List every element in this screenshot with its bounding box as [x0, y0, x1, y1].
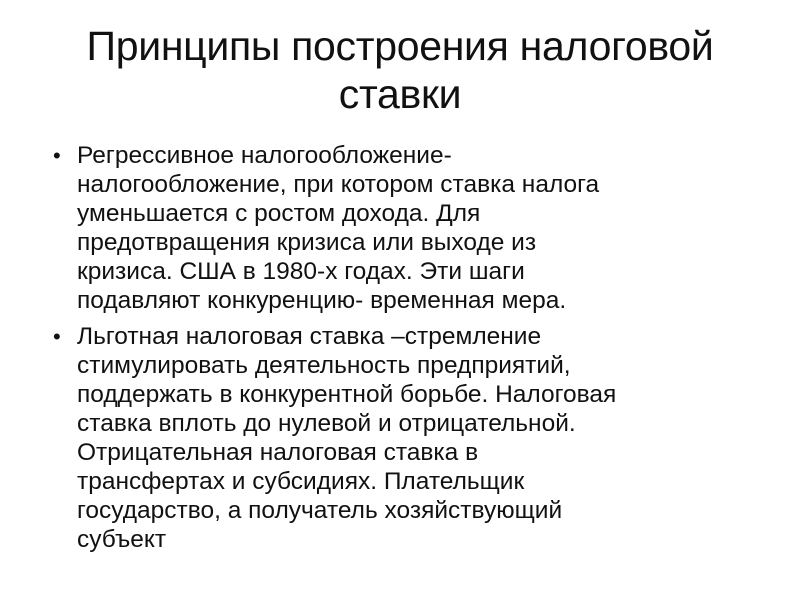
bullet-icon: •	[53, 324, 61, 349]
bullet-text-line: трансфертах и субсидиях. Плательщик	[77, 468, 525, 495]
slide-title	[0, 22, 800, 118]
bullet-list	[44, 141, 764, 554]
bullet-text-line: ставка вплоть до нулевой и отрицательной.	[77, 410, 576, 437]
bullet-text-line: налогообложение, при котором ставка налога	[77, 171, 600, 198]
bullet-item-regressive-taxation	[44, 141, 764, 315]
bullet-text-line: субъект	[77, 526, 167, 553]
bullet-text-line: Льготная налоговая ставка –стремление	[77, 323, 542, 350]
bullet-item-preferential-rate	[44, 322, 764, 554]
bullet-text-line: стимулировать деятельность предприятий,	[77, 352, 571, 379]
bullet-text-line: подавляют конкуренцию- временная мера.	[77, 287, 567, 314]
bullet-text-line: Регрессивное налогообложение-	[77, 142, 452, 169]
bullet-text-line: Отрицательная налоговая ставка в	[77, 439, 479, 466]
bullet-icon: •	[53, 143, 61, 168]
slide-title-line: ставки	[338, 71, 462, 117]
bullet-text-line: государство, а получатель хозяйствующий	[77, 497, 563, 524]
bullet-text-line: кризиса. США в 1980-х годах. Эти шаги	[77, 258, 525, 285]
bullet-text-line: предотвращения кризиса или выходе из	[77, 229, 537, 256]
slide-title-line: Принципы построения налоговой	[86, 23, 714, 69]
bullet-text-line: уменьшается с ростом дохода. Для	[77, 200, 481, 227]
bullet-text-line: поддержать в конкурентной борьбе. Налоговая	[77, 381, 617, 408]
